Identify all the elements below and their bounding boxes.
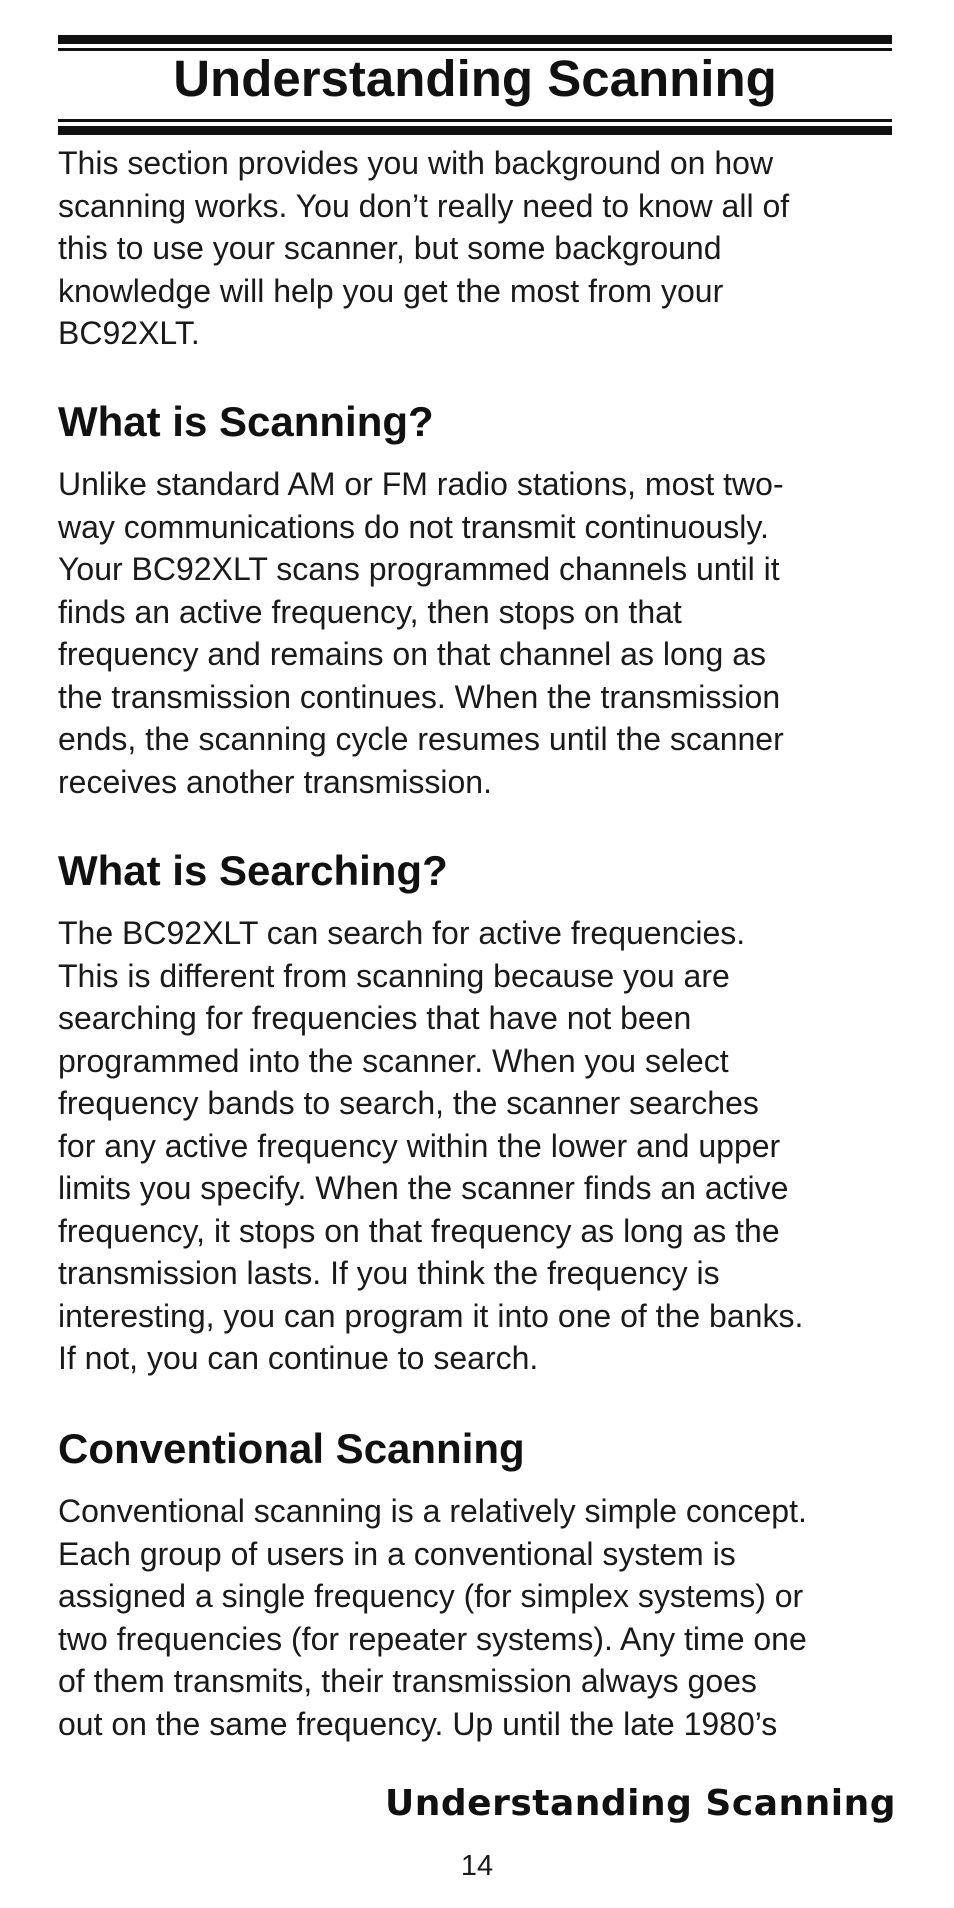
section-paragraph-scanning	[58, 463, 892, 803]
paragraph-line: of them transmits, their transmission always goes	[58, 1663, 757, 1699]
section-heading-conventional: Conventional Scanning	[58, 1425, 525, 1472]
paragraph-line: two frequencies (for repeater systems). Any time one	[58, 1620, 807, 1657]
page-title: Understanding Scanning	[173, 50, 777, 107]
paragraph-line: frequency and remains on that channel as long as	[58, 636, 767, 672]
title-rule-top-thick	[58, 35, 892, 44]
paragraph-line: transmission lasts. If you think the frequency is	[58, 1255, 720, 1291]
section-paragraph-searching	[58, 912, 892, 1380]
section-paragraph-conventional	[58, 1490, 892, 1745]
page-number: 14	[460, 1850, 494, 1882]
title-rule-bottom-thick	[58, 126, 892, 135]
intro-line: This section provides you with background on how	[58, 145, 774, 181]
paragraph-line: interesting, you can program it into one of the banks.	[58, 1297, 804, 1334]
section-heading-scanning: What is Scanning?	[58, 398, 434, 445]
intro-line: this to use your scanner, but some background	[58, 230, 722, 266]
section-heading-searching: What is Searching?	[58, 847, 448, 894]
title-rule-bottom-thin	[58, 119, 892, 122]
paragraph-line: frequency bands to search, the scanner searches	[58, 1085, 759, 1121]
paragraph-line: assigned a single frequency (for simplex systems) or	[58, 1578, 804, 1614]
paragraph-line: Unlike standard AM or FM radio stations, most two-	[58, 466, 784, 502]
intro-line: scanning works. You don’t really need to know all of	[58, 187, 790, 224]
paragraph-line: Your BC92XLT scans programmed channels until it	[58, 551, 780, 587]
paragraph-line: receives another transmission.	[58, 763, 492, 800]
paragraph-line: Each group of users in a conventional system is	[58, 1535, 736, 1572]
paragraph-line: The BC92XLT can search for active frequencies.	[58, 915, 746, 951]
intro-line: BC92XLT.	[58, 315, 200, 351]
paragraph-line: for any active frequency within the lower and upper	[58, 1127, 781, 1164]
intro-line: knowledge will help you get the most from your	[58, 272, 724, 309]
paragraph-line: ends, the scanning cycle resumes until the scanner	[58, 721, 784, 757]
paragraph-line: programmed into the scanner. When you select	[58, 1042, 729, 1079]
paragraph-line: out on the same frequency. Up until the late 1980’s	[58, 1705, 778, 1742]
paragraph-line: If not, you can continue to search.	[58, 1340, 539, 1376]
paragraph-line: Conventional scanning is a relatively simple concept.	[58, 1493, 807, 1529]
intro-paragraph	[58, 142, 892, 355]
paragraph-line: searching for frequencies that have not been	[58, 1000, 692, 1036]
paragraph-line: the transmission continues. When the transmission	[58, 678, 781, 715]
paragraph-line: This is different from scanning because you are	[58, 957, 730, 994]
paragraph-line: frequency, it stops on that frequency as long as the	[58, 1212, 780, 1249]
running-footer-title: Understanding Scanning	[385, 1783, 896, 1824]
paragraph-line: finds an active frequency, then stops on that	[58, 593, 682, 630]
paragraph-line: limits you specify. When the scanner finds an active	[58, 1170, 789, 1206]
paragraph-line: way communications do not transmit continuously.	[58, 508, 769, 545]
